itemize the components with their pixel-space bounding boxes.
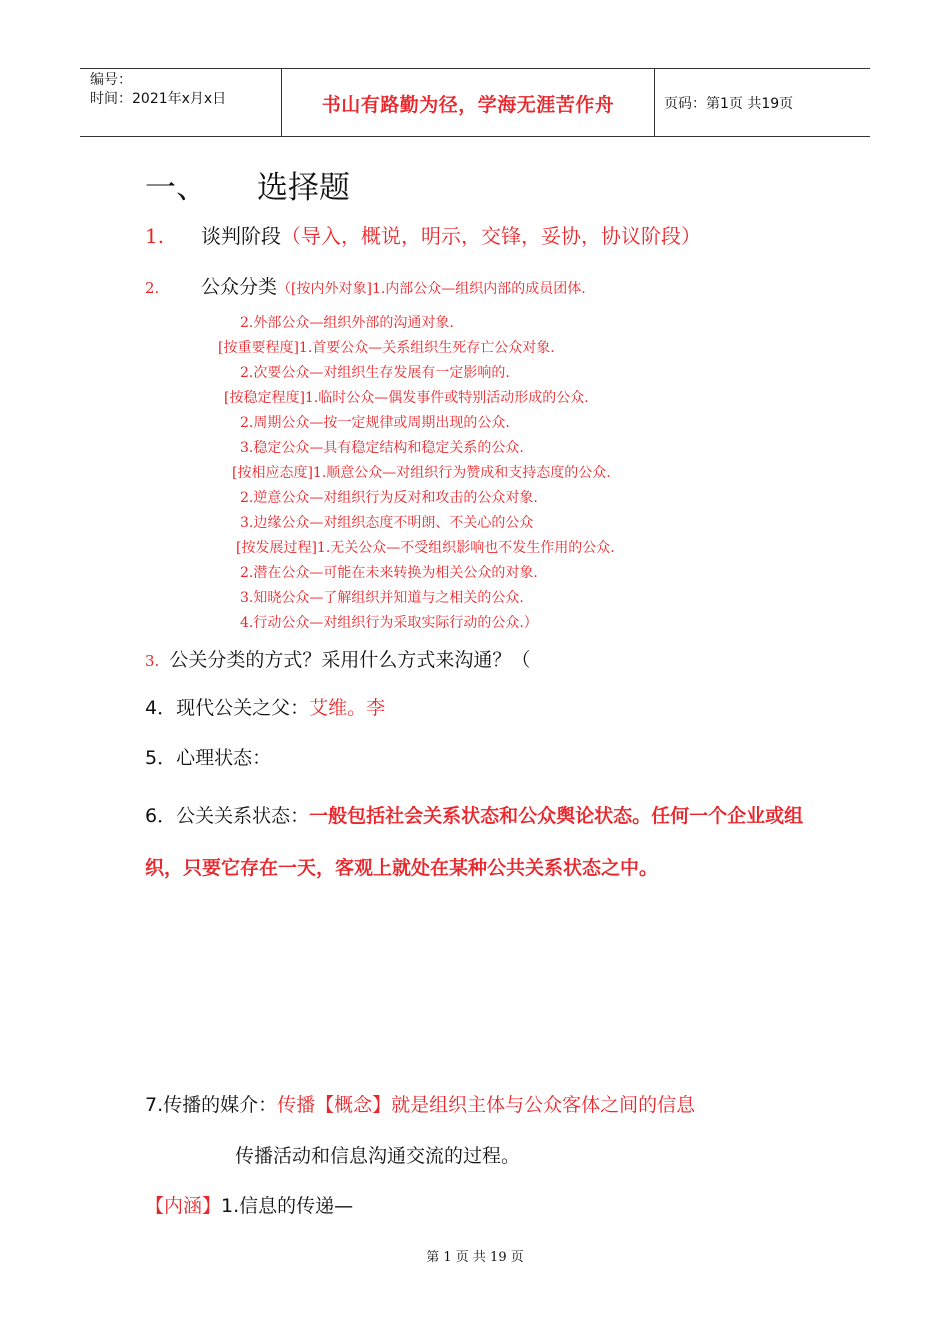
question-3-number: 3. — [145, 652, 160, 670]
question-5 — [145, 743, 271, 770]
question-1 — [145, 220, 701, 249]
section-text: 选择题 — [257, 170, 350, 206]
classification-line: [按发展过程]1.无关公众—不受组织影响也不发生作用的公众. — [236, 540, 615, 556]
question-3 — [145, 645, 530, 672]
question-6-answer: 一般包括社会关系状态和公众舆论状态。任何一个企业或组织，只要它存在一天，客观上就处在某种公共关系状态之中。 — [145, 805, 804, 879]
question-1-number: 1. — [145, 224, 165, 248]
question-5-label: 5．心理状态： — [145, 747, 272, 769]
question-7-answer-line2: 传播活动和信息沟通交流的过程。 — [235, 1145, 521, 1167]
classification-line: 2.逆意公众—对组织行为反对和攻击的公众对象. — [240, 490, 538, 506]
header-divider — [654, 69, 655, 136]
classification-line: [按相应态度]1.顺意公众—对组织行为赞成和支持态度的公众. — [232, 465, 611, 481]
question-2-label: 公众分类 — [201, 276, 278, 298]
question-1-answer: （导入，概说，明示，交锋，妥协，协议阶段） — [281, 224, 701, 248]
question-7 — [145, 1090, 695, 1117]
connotation-label: 【内涵】 — [145, 1195, 222, 1217]
header-motto: 书山有路勤为径，学海无涯苦作舟 — [321, 94, 615, 116]
classification-line: [按重要程度]1.首要公众—关系组织生死存亡公众对象. — [218, 340, 555, 356]
document-header — [80, 68, 870, 137]
classification-line: 2.周期公众—按一定规律或周期出现的公众. — [240, 415, 510, 431]
question-2 — [145, 272, 586, 299]
question-3-text: 公关分类的方式？采用什么方式来沟通？（ — [169, 649, 531, 671]
number-label: 编号： — [90, 72, 132, 88]
classification-line: 2.次要公众—对组织生存发展有一定影响的. — [240, 365, 510, 381]
classification-line: 2.潜在公众—可能在未来转换为相关公众的对象. — [240, 565, 538, 581]
question-7-continuation — [235, 1141, 520, 1168]
question-2-number: 2. — [145, 279, 160, 297]
question-4-label: 4．现代公关之父： — [145, 697, 310, 719]
header-meta — [90, 71, 226, 109]
section-title — [145, 162, 350, 207]
classification-line: 2.外部公众—组织外部的沟通对象. — [240, 315, 454, 331]
classification-line: 3.边缘公众—对组织态度不明朗、不关心的公众 — [240, 515, 534, 531]
question-6-label: 6．公关关系状态： — [145, 805, 310, 827]
classification-line: [按稳定程度]1.临时公众—偶发事件或特别活动形成的公众. — [224, 390, 589, 406]
question-4 — [145, 693, 385, 720]
question-7-answer-line1: 传播【概念】就是组织主体与公众客体之间的信息 — [277, 1094, 696, 1116]
question-2-first-line: （[按内外对象]1.内部公众—组织内部的成员团体. — [277, 281, 586, 297]
classification-line: 3.知晓公众—了解组织并知道与之相关的公众. — [240, 590, 524, 606]
question-6 — [145, 790, 825, 894]
page-footer: 第 1 页 共 19 页 — [426, 1250, 524, 1265]
classification-line: 3.稳定公众—具有稳定结构和稳定关系的公众. — [240, 440, 524, 456]
question-4-answer: 艾维。李 — [309, 697, 386, 719]
connotation-text: 1.信息的传递— — [221, 1195, 354, 1217]
question-1-label: 谈判阶段 — [201, 224, 281, 248]
section-number: 一、 — [145, 170, 207, 206]
connotation-line — [145, 1191, 353, 1218]
header-page-info: 页码：第1页 共19页 — [664, 96, 794, 112]
classification-line: 4.行动公众—对组织行为采取实际行动的公众.） — [240, 615, 538, 631]
question-7-label: 7.传播的媒介： — [145, 1094, 278, 1116]
date-label: 时间：2021年x月x日 — [90, 91, 227, 107]
